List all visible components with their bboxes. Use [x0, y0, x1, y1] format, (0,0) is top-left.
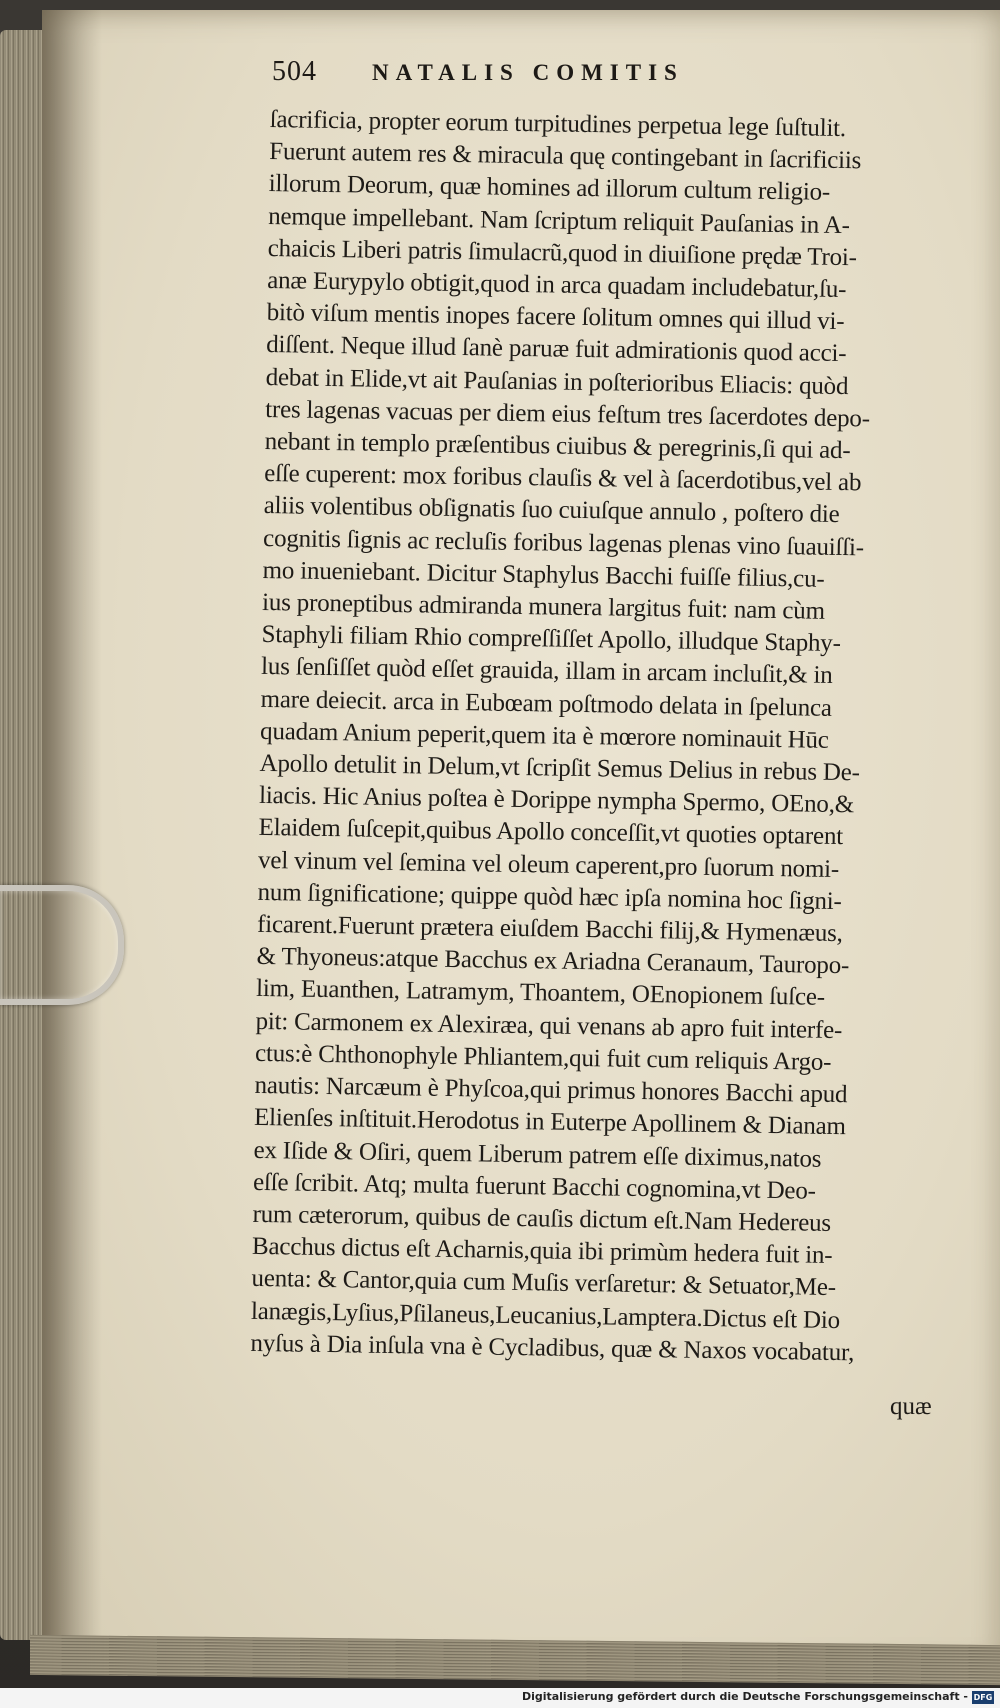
- text-line: lim, Euanthen, Latramym, Thoantem, OEnopionem ſuſce-: [255, 975, 826, 1012]
- text-line: anæ Eurypylo obtigit,quod in arca quadam includebatur,ſu-: [267, 266, 847, 304]
- text-line: eſſe ſcribit. Atq; multa fuerunt Bacchi cognomina,vt Deo-: [252, 1168, 816, 1205]
- text-line: debat in Elide,vt ait Pauſanias in poſterioribus Eliacis: quòd: [265, 363, 849, 400]
- text-line: nautis: Narcæum è Phyſcoa,qui primus honores Bacchi apud: [254, 1071, 848, 1109]
- text-line: Staphyli filiam Rhio compreſſiſſet Apollo, illudque Staphy-: [261, 621, 841, 658]
- text-line: aliis volentibus obſignatis ſuo cuiuſque annulo , poſtero die: [263, 492, 840, 529]
- book-page-edges: [0, 30, 48, 1640]
- text-line: bitò viſum mentis inopes facere ſolitum omnes qui illud vi-: [266, 299, 845, 336]
- text-line: Fuerunt autem res & miracula quę contingebant in ſacrificiis: [269, 138, 862, 175]
- running-head: [272, 56, 832, 96]
- dfg-logo: DFG: [973, 1693, 993, 1702]
- text-line: pit: Carmonem ex Alexiræa, qui venans ab apro fuit interfe-: [255, 1007, 843, 1044]
- text-line: lanægis,Lyſius,Pſilaneus,Leucanius,Lamptera.Dictus eſt Dio: [250, 1297, 841, 1334]
- text-line: vel vinum vel ſemina vel oleum caperent,pro ſuorum nomi-: [257, 846, 840, 883]
- catchword: quæ: [890, 1393, 932, 1420]
- text-line: ius proneptibus admiranda munera largitus fuit: nam cùm: [261, 588, 826, 625]
- text-line: Bacchus dictus eſt Acharnis,quia ibi primùm hedera fuit in-: [251, 1232, 833, 1270]
- text-line: Apollo detulit in Delum,vt ſcripſit Semus Delius in rebus De-: [259, 749, 861, 787]
- text-line: illorum Deorum, quæ homines ad illorum cultum religio-: [268, 170, 831, 207]
- text-line: ex Iſide & Oſiri, quem Liberum patrem eſſe diximus,natos: [253, 1136, 822, 1173]
- text-line: & Thyoneus:atque Bacchus ex Ariadna Ceranaum, Tauropo-: [256, 943, 850, 980]
- text-line: rum cæterorum, quibus de cauſis dictum eſt.Nam Hedereus: [252, 1200, 832, 1237]
- text-line: Elienſes inſtituit.Herodotus in Euterpe Apollinem & Dianam: [253, 1104, 846, 1141]
- body-text: [250, 104, 950, 1370]
- text-line: quadam Anium peperit,quem ita è mœrore nominauit Hūc: [259, 717, 829, 754]
- text-line: lus ſenſiſſet quòd eſſet grauida, illam in arcam incluſit,& in: [260, 653, 833, 690]
- running-title: NATALIS COMITIS: [372, 60, 684, 85]
- text-line: cognitis ſignis ac recluſis foribus lagenas plenas vino ſuauiſſi-: [262, 524, 865, 562]
- digitization-footer: [0, 1688, 1000, 1708]
- footer-credit: Digitalisierung gefördert durch die Deutsche Forschungsgemeinschaft -: [521, 1690, 968, 1703]
- binding-shadow: [42, 10, 102, 1670]
- text-line: chaicis Liberi patris ſimulacrũ,quod in diuiſione prędæ Troi-: [267, 234, 857, 272]
- text-line: ficarent.Fuerunt prætera eiuſdem Bacchi filij,& Hymenæus,: [256, 910, 843, 948]
- text-line: nemque impellebant. Nam ſcriptum reliquit Pauſanias in A-: [268, 202, 850, 239]
- text-line: Elaidem ſuſcepit,quibus Apollo conceſſit,vt quoties optarent: [258, 814, 844, 851]
- text-line: ctus:è Chthonophyle Phliantem,qui fuit cum reliquis Argo-: [254, 1039, 832, 1076]
- text-line: liacis. Hic Anius poſtea è Dorippe nympha Spermo, OEno,&: [258, 782, 855, 819]
- text-line: nebant in templo præſentibus ciuibus & peregrinis,ſi qui ad-: [264, 427, 851, 465]
- page-number: 504: [272, 56, 317, 87]
- text-line: nyſus à Dia inſula vna è Cycladibus, quæ & Naxos vocabatur,: [250, 1329, 855, 1367]
- text-line: tres lagenas vacuas per diem eius feſtum tres ſacerdotes depo-: [264, 395, 871, 433]
- text-line: uenta: & Cantor,quia cum Muſis verſaretur: & Setuator,Me-: [251, 1265, 837, 1302]
- text-line: eſſe cuperent: mox foribus clauſis & vel à ſacerdotibus,vel ab: [263, 460, 862, 497]
- text-line: ſacrificia, propter eorum turpitudines perpetua lege ſuſtulit.: [269, 105, 847, 143]
- page-clip: [0, 885, 124, 1005]
- text-line: mare deiecit. arca in Eubœam poſtmodo delata in ſpelunca: [260, 685, 833, 722]
- text-line: mo inueniebant. Dicitur Staphylus Bacchi fuiſſe filius,cu-: [262, 556, 825, 593]
- text-line: diſſent. Neque illud ſanè paruæ fuit admirationis quod acci-: [266, 331, 847, 368]
- text-line: num ſignificatione; quippe quòd hæc ipſa nomina hoc ſigni-: [257, 878, 842, 915]
